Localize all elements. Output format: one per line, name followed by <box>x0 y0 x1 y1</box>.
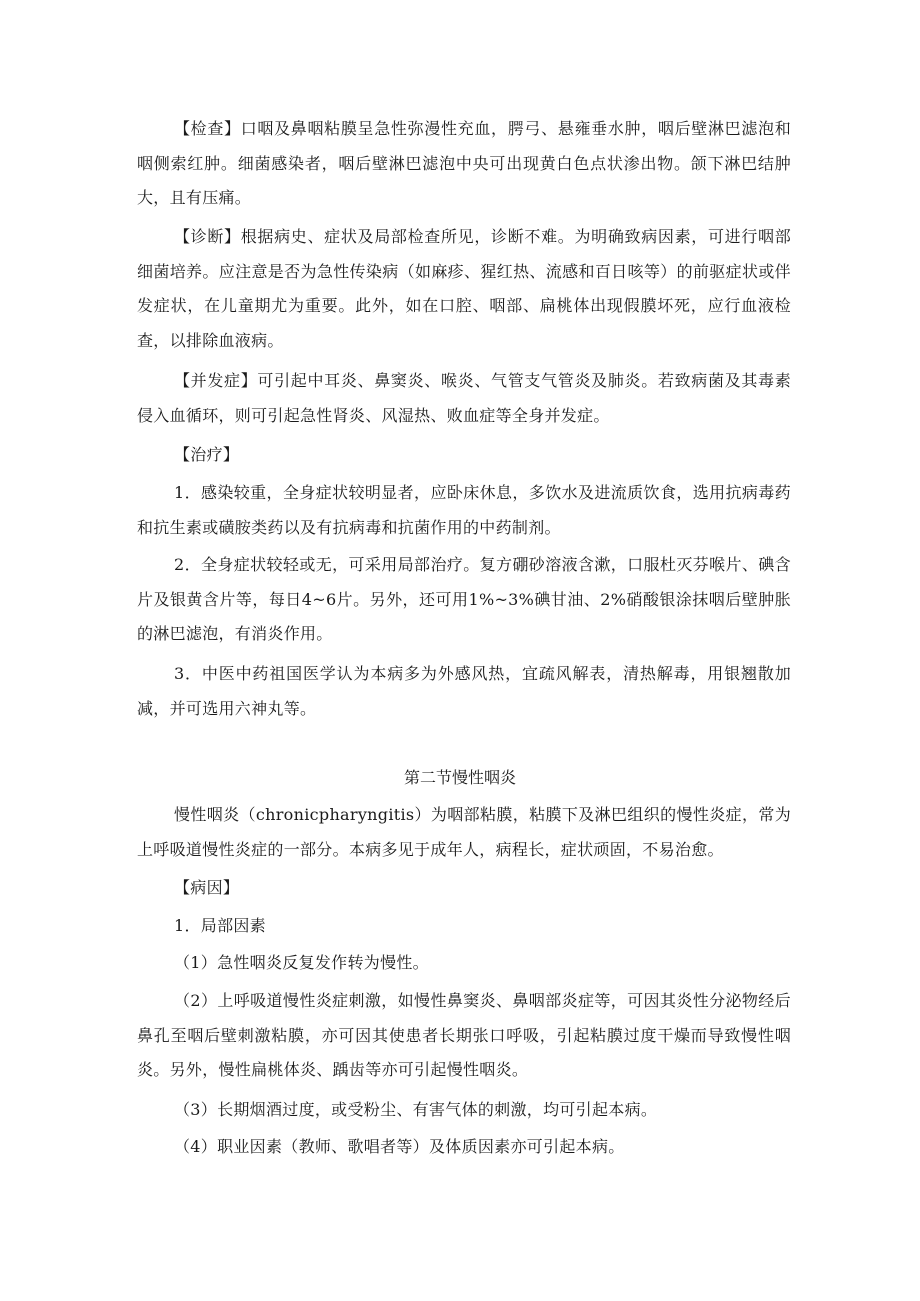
treatment-item-3: 3．中医中药祖国医学认为本病多为外感风热，宜疏风解表，清热解毒，用银翘散加减，并可选用六神丸等。 <box>137 664 791 718</box>
diagnosis-paragraph: 【诊断】根据病史、症状及局部检查所见，诊断不难。为明确致病因素，可进行咽部细菌培养。应注意是否为急性传染病（如麻疹、猩红热、流感和百日咳等）的前驱症状或伴发症状，在儿童期尤为重要。此外，如在口腔、咽部、扁桃体出现假膜坏死，应行血液检查，以排除血液病。 <box>137 227 791 350</box>
treatment-heading: 【治疗】 <box>174 445 240 464</box>
etiology-heading: 【病因】 <box>174 878 240 897</box>
local-factor-1: （1）急性咽炎反复发作转为慢性。 <box>174 953 429 972</box>
section-title: 第二节慢性咽炎 <box>403 768 516 787</box>
local-factor-3: （3）长期烟酒过度，或受粉尘、有害气体的刺激，均可引起本病。 <box>174 1100 658 1119</box>
treatment-item-1: 1．感染较重，全身症状较明显者，应卧床休息，多饮水及进流质饮食，选用抗病毒药和抗生素或磺胺类药以及有抗病毒和抗菌作用的中药制剂。 <box>137 483 791 537</box>
exam-paragraph: 【检查】口咽及鼻咽粘膜呈急性弥漫性充血，腭弓、悬雍垂水肿，咽后壁淋巴滤泡和咽侧索红肿。细菌感染者，咽后壁淋巴滤泡中央可出现黄白色点状渗出物。颌下淋巴结肿大，且有压痛。 <box>137 119 791 207</box>
local-factor-4: （4）职业因素（教师、歌唱者等）及体质因素亦可引起本病。 <box>174 1137 625 1156</box>
complication-paragraph: 【并发症】可引起中耳炎、鼻窦炎、喉炎、气管支气管炎及肺炎。若致病菌及其毒素侵入血循环，则可引起急性肾炎、风湿热、败血症等全身并发症。 <box>137 371 791 425</box>
treatment-item-2: 2．全身症状较轻或无，可采用局部治疗。复方硼砂溶液含漱，口服杜灭芬喉片、碘含片及银黄含片等，每日4~6片。另外，还可用1%~3%碘甘油、2%硝酸银涂抹咽后壁肿胀的淋巴滤泡，有消炎作用。 <box>137 555 791 643</box>
intro-paragraph: 慢性咽炎（chronicpharyngitis）为咽部粘膜，粘膜下及淋巴组织的慢性炎症，常为上呼吸道慢性炎症的一部分。本病多见于成年人，病程长，症状顽固，不易治愈。 <box>137 805 791 859</box>
local-factor-2: （2）上呼吸道慢性炎症刺激，如慢性鼻窦炎、鼻咽部炎症等，可因其炎性分泌物经后鼻孔至咽后壁刺激粘膜，亦可因其使患者长期张口呼吸，引起粘膜过度干燥而导致慢性咽炎。另外，慢性扁桃体炎、踽齿等亦可引起慢性咽炎。 <box>137 991 791 1079</box>
local-factors-heading: 1．局部因素 <box>174 916 266 935</box>
